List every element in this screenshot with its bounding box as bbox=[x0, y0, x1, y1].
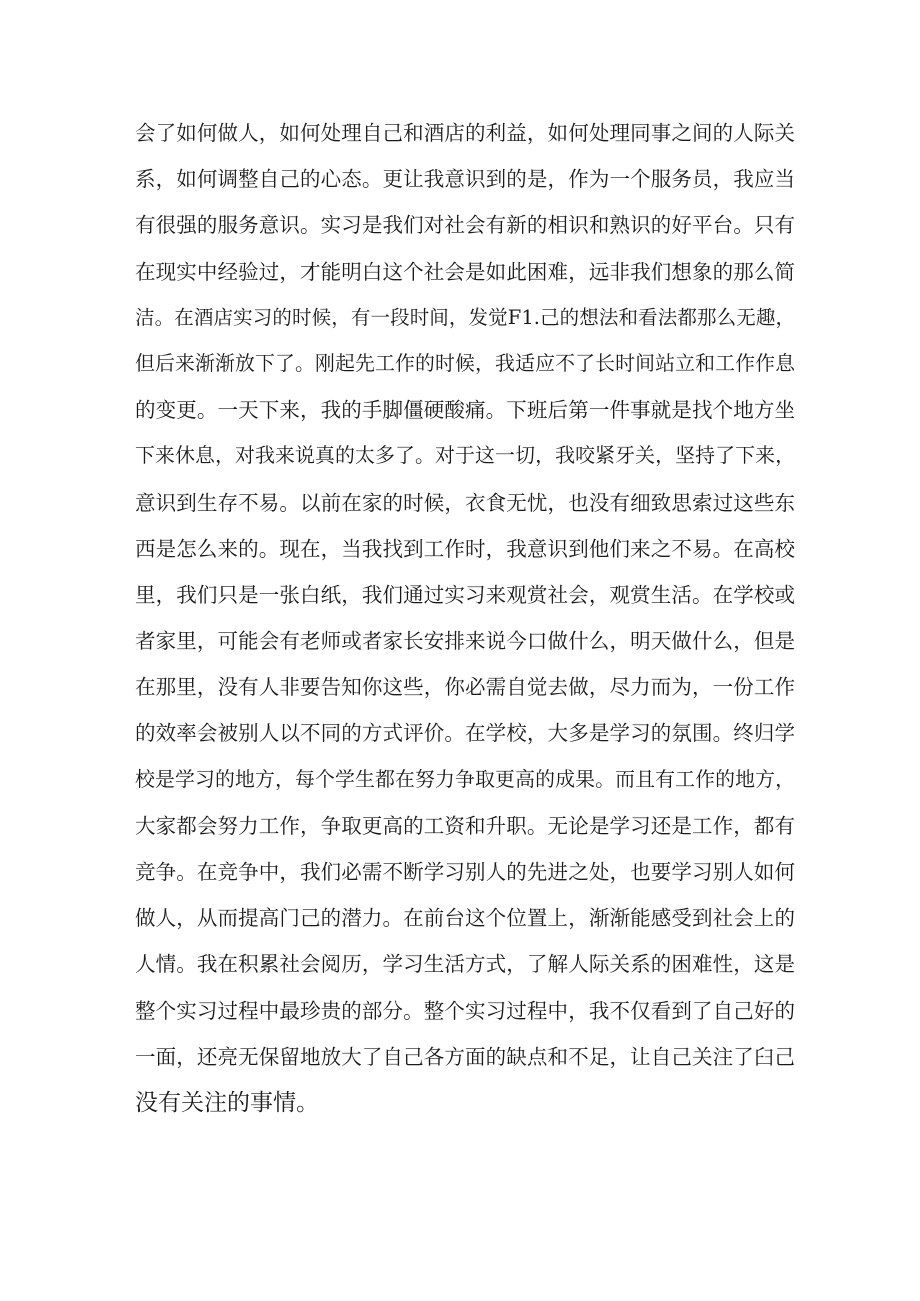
text-line: 有很强的服务意识。实习是我们对社会有新的相识和熟识的好平台。只有 bbox=[135, 213, 795, 238]
text-line: 在那里，没有人非要告知你这些，你必需自觉去做，尽力而为，一份工作 bbox=[135, 675, 795, 700]
text-line: 者家里，可能会有老师或者家长安排来说今口做什么，明天做什么，但是 bbox=[135, 629, 795, 654]
text-line: 没有关注的事情。 bbox=[135, 1089, 319, 1116]
text-line: 意识到生存不易。以前在家的时候，衣食无忧，也没有细致思索过这些东 bbox=[135, 490, 795, 515]
text-line: 竞争。在竞争中，我们必需不断学习别人的先进之处，也要学习别人如何 bbox=[135, 860, 795, 884]
text-line: 的效率会被别人以不同的方式评价。在学校，大多是学习的氛围。终归学 bbox=[135, 721, 795, 746]
text-line: 的变更。一天下来，我的手脚僵硬酸痛。下班后第一件事就是找个地方坐 bbox=[135, 398, 795, 423]
text-line: 系，如何调整自己的心态。更让我意识到的是，作为一个服务员，我应当 bbox=[135, 167, 795, 192]
text-line: 一面，还亮无保留地放大了自己各方面的缺点和不足，让自己关注了臼己 bbox=[135, 1044, 795, 1069]
body-paragraph bbox=[135, 110, 795, 1126]
text-line: 在现实中经验过，才能明白这个社会是如此困难，远非我们想象的那么简 bbox=[135, 259, 795, 284]
text-line: 里，我们只是一张白纸，我们通过实习来观赏社会，观赏生活。在学校或 bbox=[135, 582, 795, 607]
text-line: 校是学习的地方，每个学生都在努力争取更高的成果。而且有工作的地方， bbox=[135, 767, 795, 791]
text-line: 整个实习过程中最珍贵的部分。整个实习过程中，我不仅看到了自己好的 bbox=[135, 998, 795, 1023]
text-line: 人情。我在积累社会阅历，学习生活方式，了解人际关系的困难性，这是 bbox=[135, 952, 795, 977]
text-line: 但后来渐渐放下了。刚起先工作的时候，我适应不了长时间站立和工作作息 bbox=[135, 351, 795, 375]
text-line: 洁。在酒店实习的时候，有一段时间，发觉F1.己的想法和看法都那么无趣， bbox=[135, 305, 795, 329]
text-line: 会了如何做人，如何处理自己和酒店的利益，如何处理同事之间的人际关 bbox=[135, 121, 795, 145]
text-line: 做人，从而提高门己的潜力。在前台这个位置上，渐渐能感受到社会上的 bbox=[135, 906, 795, 931]
text-line: 下来休息，对我来说真的太多了。对于这一切，我咬紧牙关，坚持了下来， bbox=[135, 444, 795, 468]
text-line: 西是怎么来的。现在，当我找到工作时，我意识到他们来之不易。在高校 bbox=[135, 536, 795, 561]
text-line: 大家都会努力工作，争取更高的工资和升职。无论是学习还是工作，都有 bbox=[135, 813, 795, 838]
